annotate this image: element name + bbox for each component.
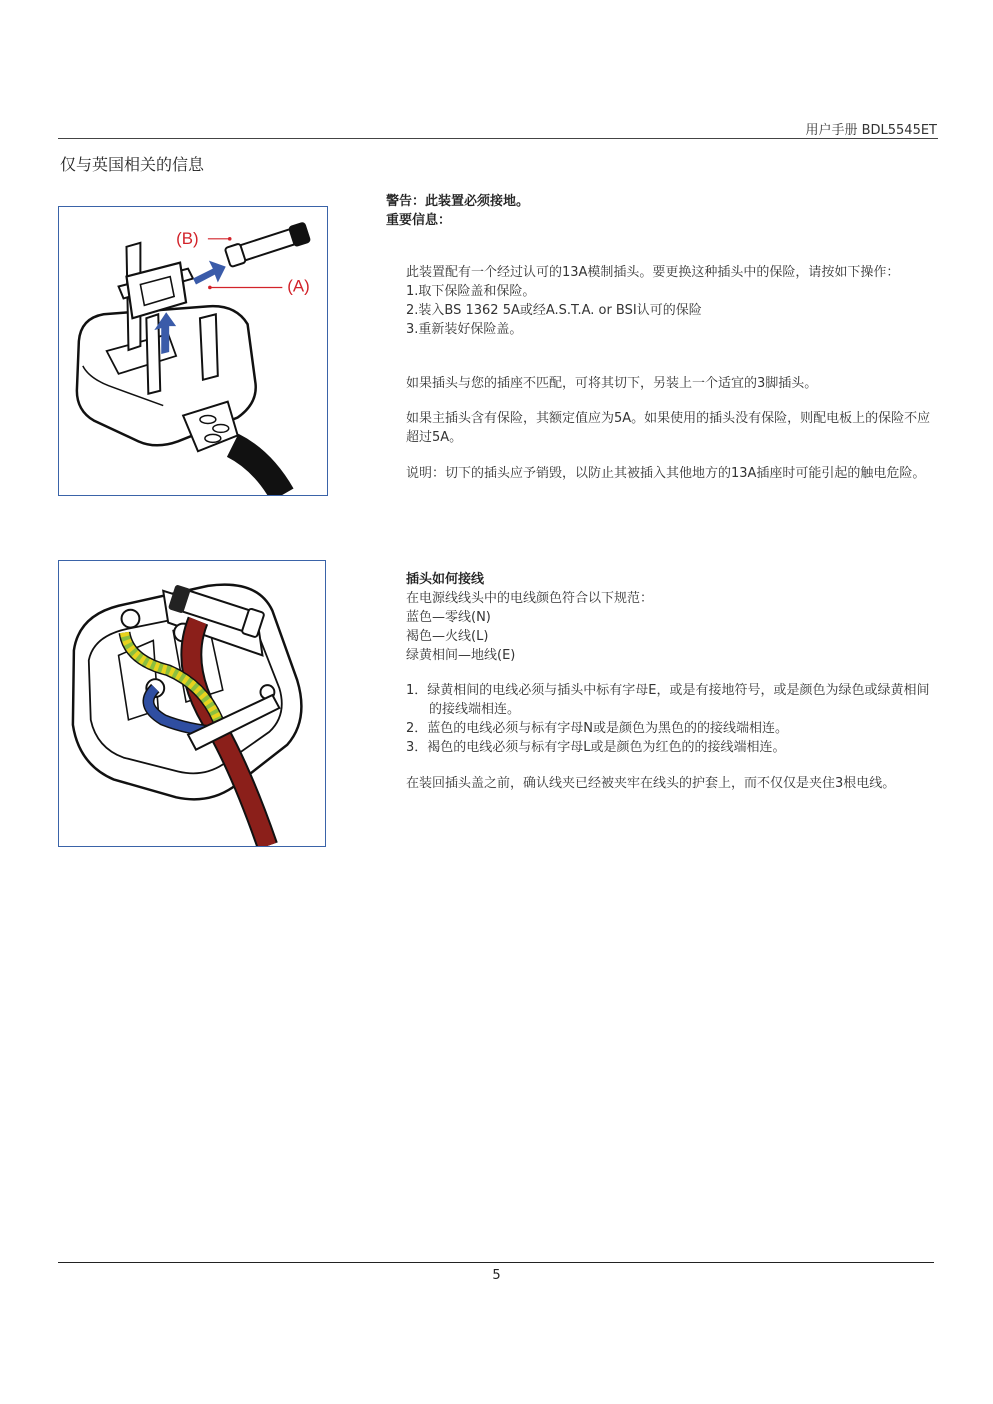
- plug-wiring-illustration: [59, 561, 325, 846]
- disposal-note-paragraph: 说明：切下的插头应予销毁，以防止其被插入其他地方的13A插座时可能引起的触电危险。: [406, 466, 926, 481]
- section-title: 仅与英国相关的信息: [60, 155, 205, 174]
- wire-color-neutral: 蓝色—零线(N): [406, 610, 491, 625]
- wiring-step: 1．绿黄相间的电线必须与插头中标有字母E，或是有接地符号，或是颜色为绿色或绿黄相间的接线端相连。: [406, 683, 930, 717]
- label-a: (A): [287, 276, 310, 296]
- wiring-step: 3．褐色的电线必须与标有字母L或是颜色为红色的的接线端相连。: [406, 740, 786, 755]
- fuse-step: 2.装入BS 1362 5A或经A.S.T.A. or BSI认可的保险: [406, 303, 702, 318]
- plug-mismatch-paragraph: 如果插头与您的插座不匹配，可将其切下，另装上一个适宜的3脚插头。: [406, 376, 818, 391]
- footer-divider: [58, 1262, 934, 1263]
- wiring-title: 插头如何接线: [406, 572, 485, 587]
- warning-line: 警告：此装置必须接地。: [386, 194, 530, 209]
- plug-fuse-illustration: [59, 207, 327, 495]
- closing-paragraph: 在装回插头盖之前，确认线夹已经被夹牢在线头的护套上，而不仅仅是夹住3根电线。: [406, 776, 896, 791]
- header-title: 用户手册 BDL5545ET: [805, 123, 937, 138]
- wiring-intro: 在电源线线头中的电线颜色符合以下规范：: [406, 591, 654, 606]
- header-divider: [58, 138, 938, 139]
- important-info-heading: 重要信息：: [386, 213, 452, 228]
- label-b: (B): [176, 228, 199, 248]
- fuse-step: 1.取下保险盖和保险。: [406, 284, 536, 299]
- fuse-intro: 此装置配有一个经过认可的13A模制插头。要更换这种插头中的保险，请按如下操作：: [406, 265, 900, 280]
- wiring-step: 2．蓝色的电线必须与标有字母N或是颜色为黑色的的接线端相连。: [406, 721, 788, 736]
- warning-block: [386, 192, 786, 230]
- plug-wiring-figure: [58, 560, 326, 847]
- fuse-replacement-figure: [58, 206, 328, 496]
- wiring-instructions: [406, 570, 936, 665]
- fuse-step: 3.重新装好保险盖。: [406, 322, 523, 337]
- wire-color-earth: 绿黄相间—地线(E): [406, 648, 516, 663]
- fuse-instructions: [406, 263, 936, 339]
- page-number: 5: [492, 1268, 501, 1283]
- wiring-steps-list: [406, 681, 936, 757]
- fuse-rating-paragraph: 如果主插头含有保险，其额定值应为5A。如果使用的插头没有保险，则配电板上的保险不应超过5A。: [406, 411, 931, 445]
- wire-color-live: 褐色—火线(L): [406, 629, 489, 644]
